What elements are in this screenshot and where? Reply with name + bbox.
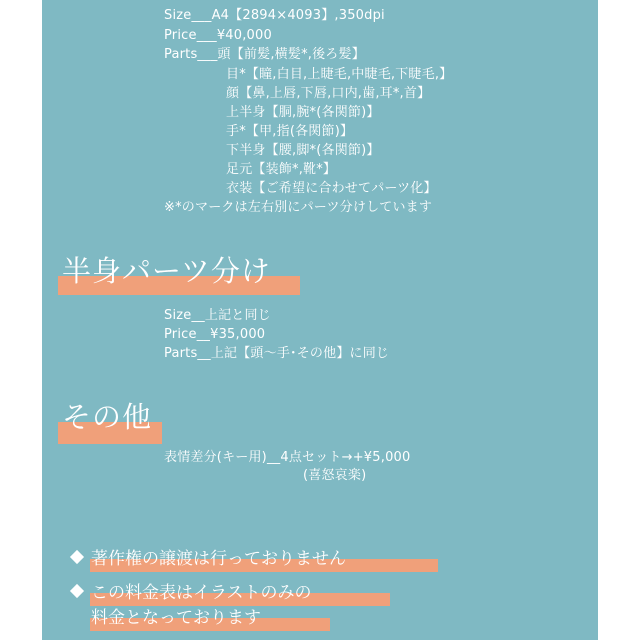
- note-price-scope-text-1: この料金表はイラストのみの: [91, 583, 312, 603]
- half-size: Size__上記と同じ: [164, 308, 271, 323]
- note-copyright: [72, 548, 346, 570]
- half-price: Price__¥35,000: [164, 327, 266, 342]
- other-expression-sub: (喜怒哀楽): [303, 468, 367, 483]
- full-parts-hands: 手*【甲,指(各関節)】: [226, 124, 354, 139]
- note-copyright-text: 著作権の譲渡は行っておりません: [91, 549, 346, 569]
- note-price-scope-text-2: 料金となっております: [91, 608, 261, 628]
- full-parts-costume: 衣装【ご希望に合わせてパーツ化】: [226, 181, 437, 196]
- full-parts-upper-body: 上半身【胴,腕*(各関節)】: [226, 105, 380, 120]
- diamond-bullet-icon: [70, 584, 84, 598]
- full-parts-lower-body: 下半身【腰,脚*(各関節)】: [226, 143, 380, 158]
- diamond-bullet-icon: [70, 550, 84, 564]
- full-footnote: ※*のマークは左右別にパーツ分けしています: [164, 200, 433, 215]
- full-parts-feet: 足元【装飾*,靴*】: [226, 162, 337, 177]
- full-price: Price___¥40,000: [164, 28, 272, 43]
- half-parts: Parts__上記【頭〜手･その他】に同じ: [164, 346, 390, 361]
- full-size: Size___A4【2894×4093】,350dpi: [164, 8, 385, 23]
- note-price-scope: [72, 582, 312, 604]
- full-parts-eyes: 目*【瞳,白目,上睫毛,中睫毛,下睫毛,】: [226, 67, 453, 82]
- other-expression-line: 表情差分(キー用)__4点セット→+¥5,000: [164, 450, 411, 465]
- full-parts-head: Parts___頭【前髪,横髪*,後ろ髪】: [164, 47, 365, 62]
- other-heading: その他: [62, 400, 153, 434]
- full-parts-face: 顔【鼻,上唇,下唇,口内,歯,耳*,首】: [226, 86, 431, 101]
- half-heading: 半身パーツ分け: [62, 254, 271, 288]
